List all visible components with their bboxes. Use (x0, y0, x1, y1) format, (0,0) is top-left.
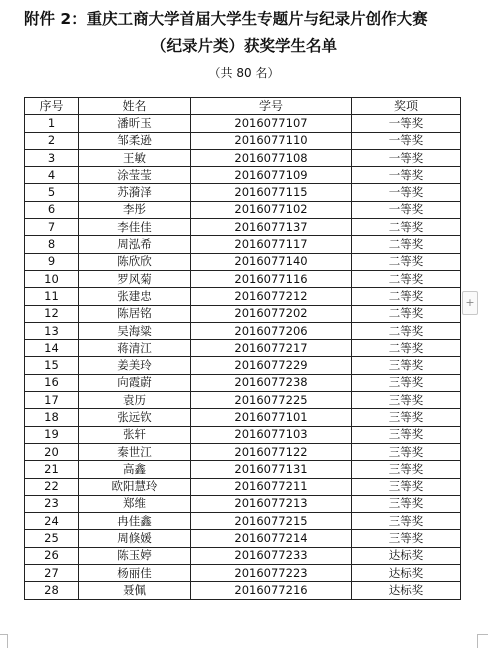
table-row (25, 547, 461, 564)
cell-student-id: 2016077115 (191, 184, 352, 201)
cell-index: 14 (25, 340, 79, 357)
table-row (25, 322, 461, 339)
cell-name: 陈玉婷 (79, 547, 191, 564)
cell-index: 5 (25, 184, 79, 201)
cell-name: 苏漪泽 (79, 184, 191, 201)
table-row (25, 565, 461, 582)
cell-index: 8 (25, 236, 79, 253)
cell-student-id: 2016077137 (191, 219, 352, 236)
cell-index: 15 (25, 357, 79, 374)
cell-name: 向霞蔚 (79, 374, 191, 391)
cell-name: 秦世江 (79, 443, 191, 460)
cell-student-id: 2016077103 (191, 426, 352, 443)
cell-name: 罗风菊 (79, 270, 191, 287)
cell-award: 二等奖 (352, 288, 461, 305)
cell-award: 二等奖 (352, 322, 461, 339)
page-corner-mark-right (477, 634, 478, 648)
cell-student-id: 2016077110 (191, 132, 352, 149)
cell-name: 张远钦 (79, 409, 191, 426)
cell-name: 姜美玲 (79, 357, 191, 374)
cell-index: 17 (25, 392, 79, 409)
cell-student-id: 2016077211 (191, 478, 352, 495)
cell-award: 三等奖 (352, 513, 461, 530)
cell-award: 三等奖 (352, 409, 461, 426)
cell-name: 陈居铭 (79, 305, 191, 322)
cell-award: 二等奖 (352, 305, 461, 322)
cell-name: 郑维 (79, 495, 191, 512)
cell-student-id: 2016077140 (191, 253, 352, 270)
table-row (25, 305, 461, 322)
cell-name: 邹柔逊 (79, 132, 191, 149)
cell-award: 二等奖 (352, 253, 461, 270)
cell-index: 26 (25, 547, 79, 564)
cell-index: 18 (25, 409, 79, 426)
table-row (25, 443, 461, 460)
cell-student-id: 2016077223 (191, 565, 352, 582)
table-expand-handle[interactable]: + (462, 291, 478, 315)
cell-award: 二等奖 (352, 270, 461, 287)
table-header-row (25, 98, 461, 115)
cell-name: 潘昕玉 (79, 115, 191, 132)
cell-name: 李佳佳 (79, 219, 191, 236)
table-row (25, 236, 461, 253)
cell-award: 三等奖 (352, 374, 461, 391)
cell-student-id: 2016077116 (191, 270, 352, 287)
cell-index: 23 (25, 495, 79, 512)
cell-student-id: 2016077214 (191, 530, 352, 547)
cell-name: 冉佳鑫 (79, 513, 191, 530)
table-row (25, 582, 461, 599)
header-name: 姓名 (79, 98, 191, 115)
cell-name: 袁历 (79, 392, 191, 409)
cell-name: 蒋清江 (79, 340, 191, 357)
table-row (25, 115, 461, 132)
cell-name: 聂佩 (79, 582, 191, 599)
cell-student-id: 2016077206 (191, 322, 352, 339)
cell-name: 吴海粱 (79, 322, 191, 339)
header-award: 奖项 (352, 98, 461, 115)
cell-award: 三等奖 (352, 530, 461, 547)
table-row (25, 184, 461, 201)
cell-student-id: 2016077101 (191, 409, 352, 426)
award-roster-table (24, 97, 461, 600)
cell-award: 二等奖 (352, 219, 461, 236)
header-index: 序号 (25, 98, 79, 115)
cell-name: 周泓希 (79, 236, 191, 253)
cell-student-id: 2016077131 (191, 461, 352, 478)
table-row (25, 253, 461, 270)
cell-index: 27 (25, 565, 79, 582)
cell-student-id: 2016077216 (191, 582, 352, 599)
cell-student-id: 2016077102 (191, 201, 352, 218)
cell-student-id: 2016077122 (191, 443, 352, 460)
cell-index: 2 (25, 132, 79, 149)
cell-index: 11 (25, 288, 79, 305)
page-corner-mark-right-h (477, 634, 488, 635)
cell-award: 三等奖 (352, 392, 461, 409)
cell-award: 三等奖 (352, 478, 461, 495)
cell-award: 二等奖 (352, 340, 461, 357)
cell-student-id: 2016077213 (191, 495, 352, 512)
cell-index: 6 (25, 201, 79, 218)
cell-index: 16 (25, 374, 79, 391)
table-row (25, 340, 461, 357)
table-row (25, 478, 461, 495)
cell-award: 三等奖 (352, 443, 461, 460)
cell-name: 张建忠 (79, 288, 191, 305)
cell-index: 21 (25, 461, 79, 478)
cell-award: 一等奖 (352, 115, 461, 132)
cell-award: 三等奖 (352, 495, 461, 512)
cell-student-id: 2016077202 (191, 305, 352, 322)
cell-student-id: 2016077238 (191, 374, 352, 391)
table-row (25, 288, 461, 305)
cell-student-id: 2016077215 (191, 513, 352, 530)
cell-name: 周倏媛 (79, 530, 191, 547)
cell-student-id: 2016077229 (191, 357, 352, 374)
table-row (25, 201, 461, 218)
table-row (25, 513, 461, 530)
cell-award: 二等奖 (352, 236, 461, 253)
cell-name: 王敏 (79, 149, 191, 166)
cell-student-id: 2016077108 (191, 149, 352, 166)
table-row (25, 392, 461, 409)
cell-name: 欧阳慧玲 (79, 478, 191, 495)
cell-index: 7 (25, 219, 79, 236)
cell-index: 13 (25, 322, 79, 339)
table-row (25, 409, 461, 426)
cell-index: 10 (25, 270, 79, 287)
table-row (25, 495, 461, 512)
cell-award: 达标奖 (352, 565, 461, 582)
cell-award: 一等奖 (352, 184, 461, 201)
cell-index: 25 (25, 530, 79, 547)
cell-award: 一等奖 (352, 149, 461, 166)
cell-name: 高鑫 (79, 461, 191, 478)
document-title-line-1: 附件 2：重庆工商大学首届大学生专题片与纪录片创作大赛 (24, 10, 428, 28)
table-row (25, 530, 461, 547)
table-row (25, 132, 461, 149)
cell-name: 杨丽佳 (79, 565, 191, 582)
cell-award: 一等奖 (352, 201, 461, 218)
cell-student-id: 2016077225 (191, 392, 352, 409)
table-row (25, 270, 461, 287)
page-corner-mark-left (7, 634, 8, 648)
cell-student-id: 2016077117 (191, 236, 352, 253)
cell-name: 涂莹莹 (79, 167, 191, 184)
cell-award: 三等奖 (352, 426, 461, 443)
table-row (25, 149, 461, 166)
table-row (25, 357, 461, 374)
cell-award: 一等奖 (352, 167, 461, 184)
cell-name: 李彤 (79, 201, 191, 218)
cell-award: 达标奖 (352, 582, 461, 599)
cell-index: 9 (25, 253, 79, 270)
cell-award: 一等奖 (352, 132, 461, 149)
cell-student-id: 2016077233 (191, 547, 352, 564)
cell-index: 20 (25, 443, 79, 460)
cell-index: 22 (25, 478, 79, 495)
cell-index: 1 (25, 115, 79, 132)
winner-count: （共 80 名） (208, 66, 280, 80)
document-title-line-2: （纪录片类）获奖学生名单 (150, 37, 337, 55)
table-body (25, 115, 461, 599)
cell-index: 12 (25, 305, 79, 322)
cell-index: 3 (25, 149, 79, 166)
table-row (25, 426, 461, 443)
cell-student-id: 2016077109 (191, 167, 352, 184)
cell-award: 三等奖 (352, 461, 461, 478)
cell-award: 三等奖 (352, 357, 461, 374)
cell-index: 4 (25, 167, 79, 184)
cell-index: 24 (25, 513, 79, 530)
cell-student-id: 2016077107 (191, 115, 352, 132)
table-row (25, 374, 461, 391)
header-student-id: 学号 (191, 98, 352, 115)
cell-award: 达标奖 (352, 547, 461, 564)
table-row (25, 167, 461, 184)
cell-index: 28 (25, 582, 79, 599)
page-corner-mark-left-h (0, 634, 8, 635)
cell-student-id: 2016077212 (191, 288, 352, 305)
cell-index: 19 (25, 426, 79, 443)
cell-name: 陈欣欣 (79, 253, 191, 270)
table-row (25, 461, 461, 478)
cell-name: 张轩 (79, 426, 191, 443)
cell-student-id: 2016077217 (191, 340, 352, 357)
table-row (25, 219, 461, 236)
